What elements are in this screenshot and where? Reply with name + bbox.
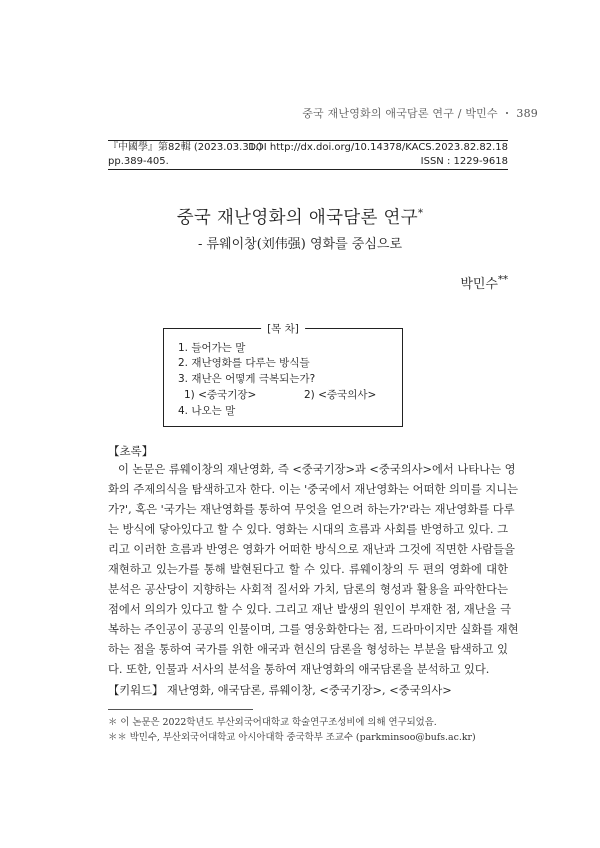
abstract-line: 다. 또한, 인물과 서사의 분석을 통하여 재난영화의 애국담론을 분석하고 있다. [108, 663, 490, 676]
toc-item: 4. 나오는 말 [178, 405, 236, 417]
abstract-line: 하는 점을 통하여 국가를 위한 애국과 헌신의 담론을 형성하는 부분을 탐색하고 있 [108, 643, 508, 656]
toc-subitem: 1) <중국기장> [184, 389, 257, 401]
table-of-contents [163, 323, 403, 427]
abstract-line: 는 방식에 닿아있다고 할 수 있다. 영화는 시대의 흐름과 사회를 반영하고 있다. 그 [108, 523, 508, 536]
abstract-line: 가?', 혹은 '국가는 재난영화를 통하여 무엇을 얻으려 하는가?'라는 재난영화를 다루 [108, 503, 515, 516]
abstract-label: 【초록】 [108, 444, 154, 458]
footnote: ＊＊ 박민수, 부산외국어대학교 아시아대학 중국학부 조교수 (parkminsoo@bufs.ac.kr) [108, 732, 476, 743]
author-name: 박민수 [460, 277, 498, 292]
abstract-line: 이 논문은 류웨이창의 재난영화, 즉 <중국기장>과 <중국의사>에서 나타나는 영 [118, 463, 516, 476]
toc-heading: [목 차] [261, 321, 305, 336]
running-header: 중국 재난영화의 애국담론 연구 / 박민수 ・ 389 [302, 107, 538, 120]
abstract-line: 리고 이러한 흐름과 반영은 영화가 어떠한 방식으로 재난과 그것에 직면한 사람들을 [108, 543, 515, 556]
abstract-line: 재현하고 있는가를 통해 발현된다고 할 수 있다. 류웨이창의 두 편의 영화에 대한 [108, 563, 508, 576]
abstract-line: 화의 주제의식을 탐색하고자 한다. 이는 '중국에서 재난영화는 어떠한 의미를 지니는 [108, 483, 519, 496]
title-footnote-mark: * [417, 208, 424, 220]
journal-info: 『中國學』第82輯 (2023.03.31.) [108, 142, 263, 153]
footnote: ＊ 이 논문은 2022학년도 부산외국어대학교 학술연구조성비에 의해 연구되었음. [108, 717, 437, 728]
author [460, 273, 508, 292]
author-footnote-mark: ** [498, 274, 508, 286]
keywords: 【키워드】 재난영화, 애국담론, 류웨이창, <중국기장>, <중국의사> [108, 684, 452, 697]
abstract-line: 점에서 의의가 있다고 할 수 있다. 그리고 재난 발생의 원인이 부재한 점, 재난을 극 [108, 603, 512, 616]
abstract-line: 복하는 주인공이 공공의 인물이며, 그를 영웅화한다는 점, 드라마이지만 실화를 재현 [108, 623, 519, 636]
paper-title [0, 204, 600, 229]
toc-item: 3. 재난은 어떻게 극복되는가? [178, 373, 316, 385]
toc-item: 2. 재난영화를 다루는 방식들 [178, 357, 310, 369]
toc-item: 1. 들어가는 말 [178, 342, 246, 354]
toc-subitem: 2) <중국의사> [304, 389, 377, 401]
doi-link[interactable]: DOI http://dx.doi.org/10.14378/KACS.2023.82.82.18 [248, 142, 508, 153]
issn: ISSN : 1229-9618 [420, 156, 508, 167]
footnote-divider [108, 709, 253, 710]
abstract-line: 분석은 공산당이 지향하는 사회적 질서와 가치, 담론의 형성과 활용을 파악한다는 [108, 583, 508, 596]
publication-meta [108, 140, 508, 170]
paper-subtitle: - 류웨이창(刘伟强) 영화를 중심으로 [197, 237, 403, 252]
paper-title-text: 중국 재난영화의 애국담론 연구 [176, 208, 418, 228]
page-range: pp.389-405. [108, 156, 169, 167]
